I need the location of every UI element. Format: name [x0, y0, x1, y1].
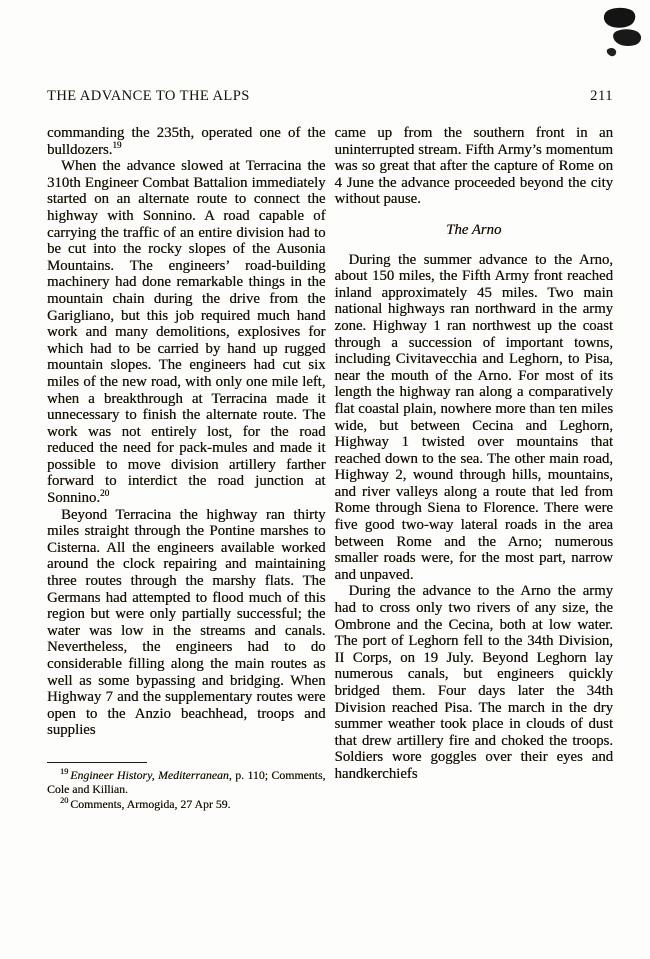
- ink-stain-artifact: [599, 7, 645, 59]
- running-head: THE ADVANCE TO THE ALPS: [47, 88, 250, 104]
- text-columns: [47, 125, 613, 811]
- paragraph-text: commanding the 235th, operated one of the bulldozers.: [47, 125, 326, 158]
- paragraph-text: During the advance to the Arno the army had to cross only two rivers of any size, the Ombrone and the Cecina, both at low water. The port of Leghorn fell to the 34th Division, II Corps, on 19 July. Beyond Leghorn lay numerous canals, but engineers quickly bridged them. Four days later the 34th Division reached Pisa. The march in the dry summer weather took place in clouds of dust that drew artillery fire and choked the troops. Soldiers wore goggles over their eyes and handkerchiefs: [334, 583, 613, 782]
- paragraph-text: Beyond Terracina the highway ran thirty miles straight through the Pontine marshes to Cisterna. All the engineers available worked around the clock repairing and maintaining three routes through the marshy flats. The Germans had attempted to flood much of this region but were only partially successful; the water was low in the streams and canals. Nevertheless, the engineers had to do considerable filling along the main routes as well as some bypassing and bridging. When Highway 7 and the supplementary routes were open to the Anzio beachhead, troops and supplies: [47, 506, 326, 739]
- paragraph-text: When the advance slowed at Terracina the 310th Engineer Combat Battalion immediately started on an alternate route to connect the highway with Sonnino. A road capable of carrying the traffic of an entire division had to be cut into the rocky slopes of the Ausonia Mountains. The engineers’ road-building machinery had done remarkable things in the mountain chain during the drive from the Garigliano, but this job required much hand work and many demolitions, explosives for which had to be carried by hand up rugged mountain slopes. The engineers had cut six miles of the new road, with only one mile left, when a breakthrough at Terracina made it unnecessary to finish the alternate route. The work was not entirely lost, for the road reduced the need for pack-mules and made it possible to move division artillery farther forward to interdict the road junction at Sonnino.: [47, 158, 326, 507]
- footnote-text: , p. 110; Comments, Cole and Killian.: [47, 767, 326, 797]
- footnote-rule: [47, 762, 147, 763]
- paragraph-text: During the summer advance to the Arno, about 150 miles, the Fifth Army front reached inland approximately 45 miles. Two main national highways ran northward in the army zone. Highway 1 ran northwest up the coast through a succession of important towns, including Civitavecchia and Leghorn, to Pisa, near the mouth of the Arno. For most of its length the highway ran along a comparatively flat coastal plain, nowhere more than ten miles wide, but between Cecina and Leghorn, Highway 1 twisted over mountains that reached down to the sea. The other main road, Highway 2, wound through hills, mountains, and river valleys along a route that led from Rome through Siena to Florence. There were five good two-way lateral roads in the area between Rome and the Arno; numerous smaller roads were, for the most part, narrow and unpaved.: [334, 251, 613, 583]
- paragraph: [335, 583, 614, 782]
- footnote-marker: 20: [60, 795, 69, 805]
- paragraph: [335, 252, 614, 584]
- paragraph: [47, 507, 326, 739]
- page-header: [47, 88, 613, 105]
- footnote: [47, 768, 326, 797]
- right-column: [335, 125, 614, 811]
- paragraph: [47, 158, 326, 506]
- paragraph: [47, 125, 326, 158]
- page-content: [47, 88, 613, 811]
- page-number: 211: [590, 88, 613, 104]
- section-heading: The Arno: [446, 221, 502, 238]
- paragraph: [335, 125, 614, 208]
- footnote-section: [47, 762, 326, 811]
- footnote-marker: 19: [60, 767, 69, 777]
- footnote-text: Comments, Armogida, 27 Apr 59.: [70, 796, 231, 811]
- footnote-reference: 19: [112, 139, 122, 150]
- paragraph-text: came up from the southern front in an uninterrupted stream. Fifth Army’s momentum was so great that after the capture of Rome on 4 June the advance proceeded beyond the city without pause.: [334, 125, 613, 208]
- footnote: [47, 797, 326, 811]
- left-column: [47, 125, 326, 811]
- footnote-reference: 20: [100, 488, 110, 499]
- footnote-citation-title: Engineer History, Mediterranean: [70, 767, 229, 782]
